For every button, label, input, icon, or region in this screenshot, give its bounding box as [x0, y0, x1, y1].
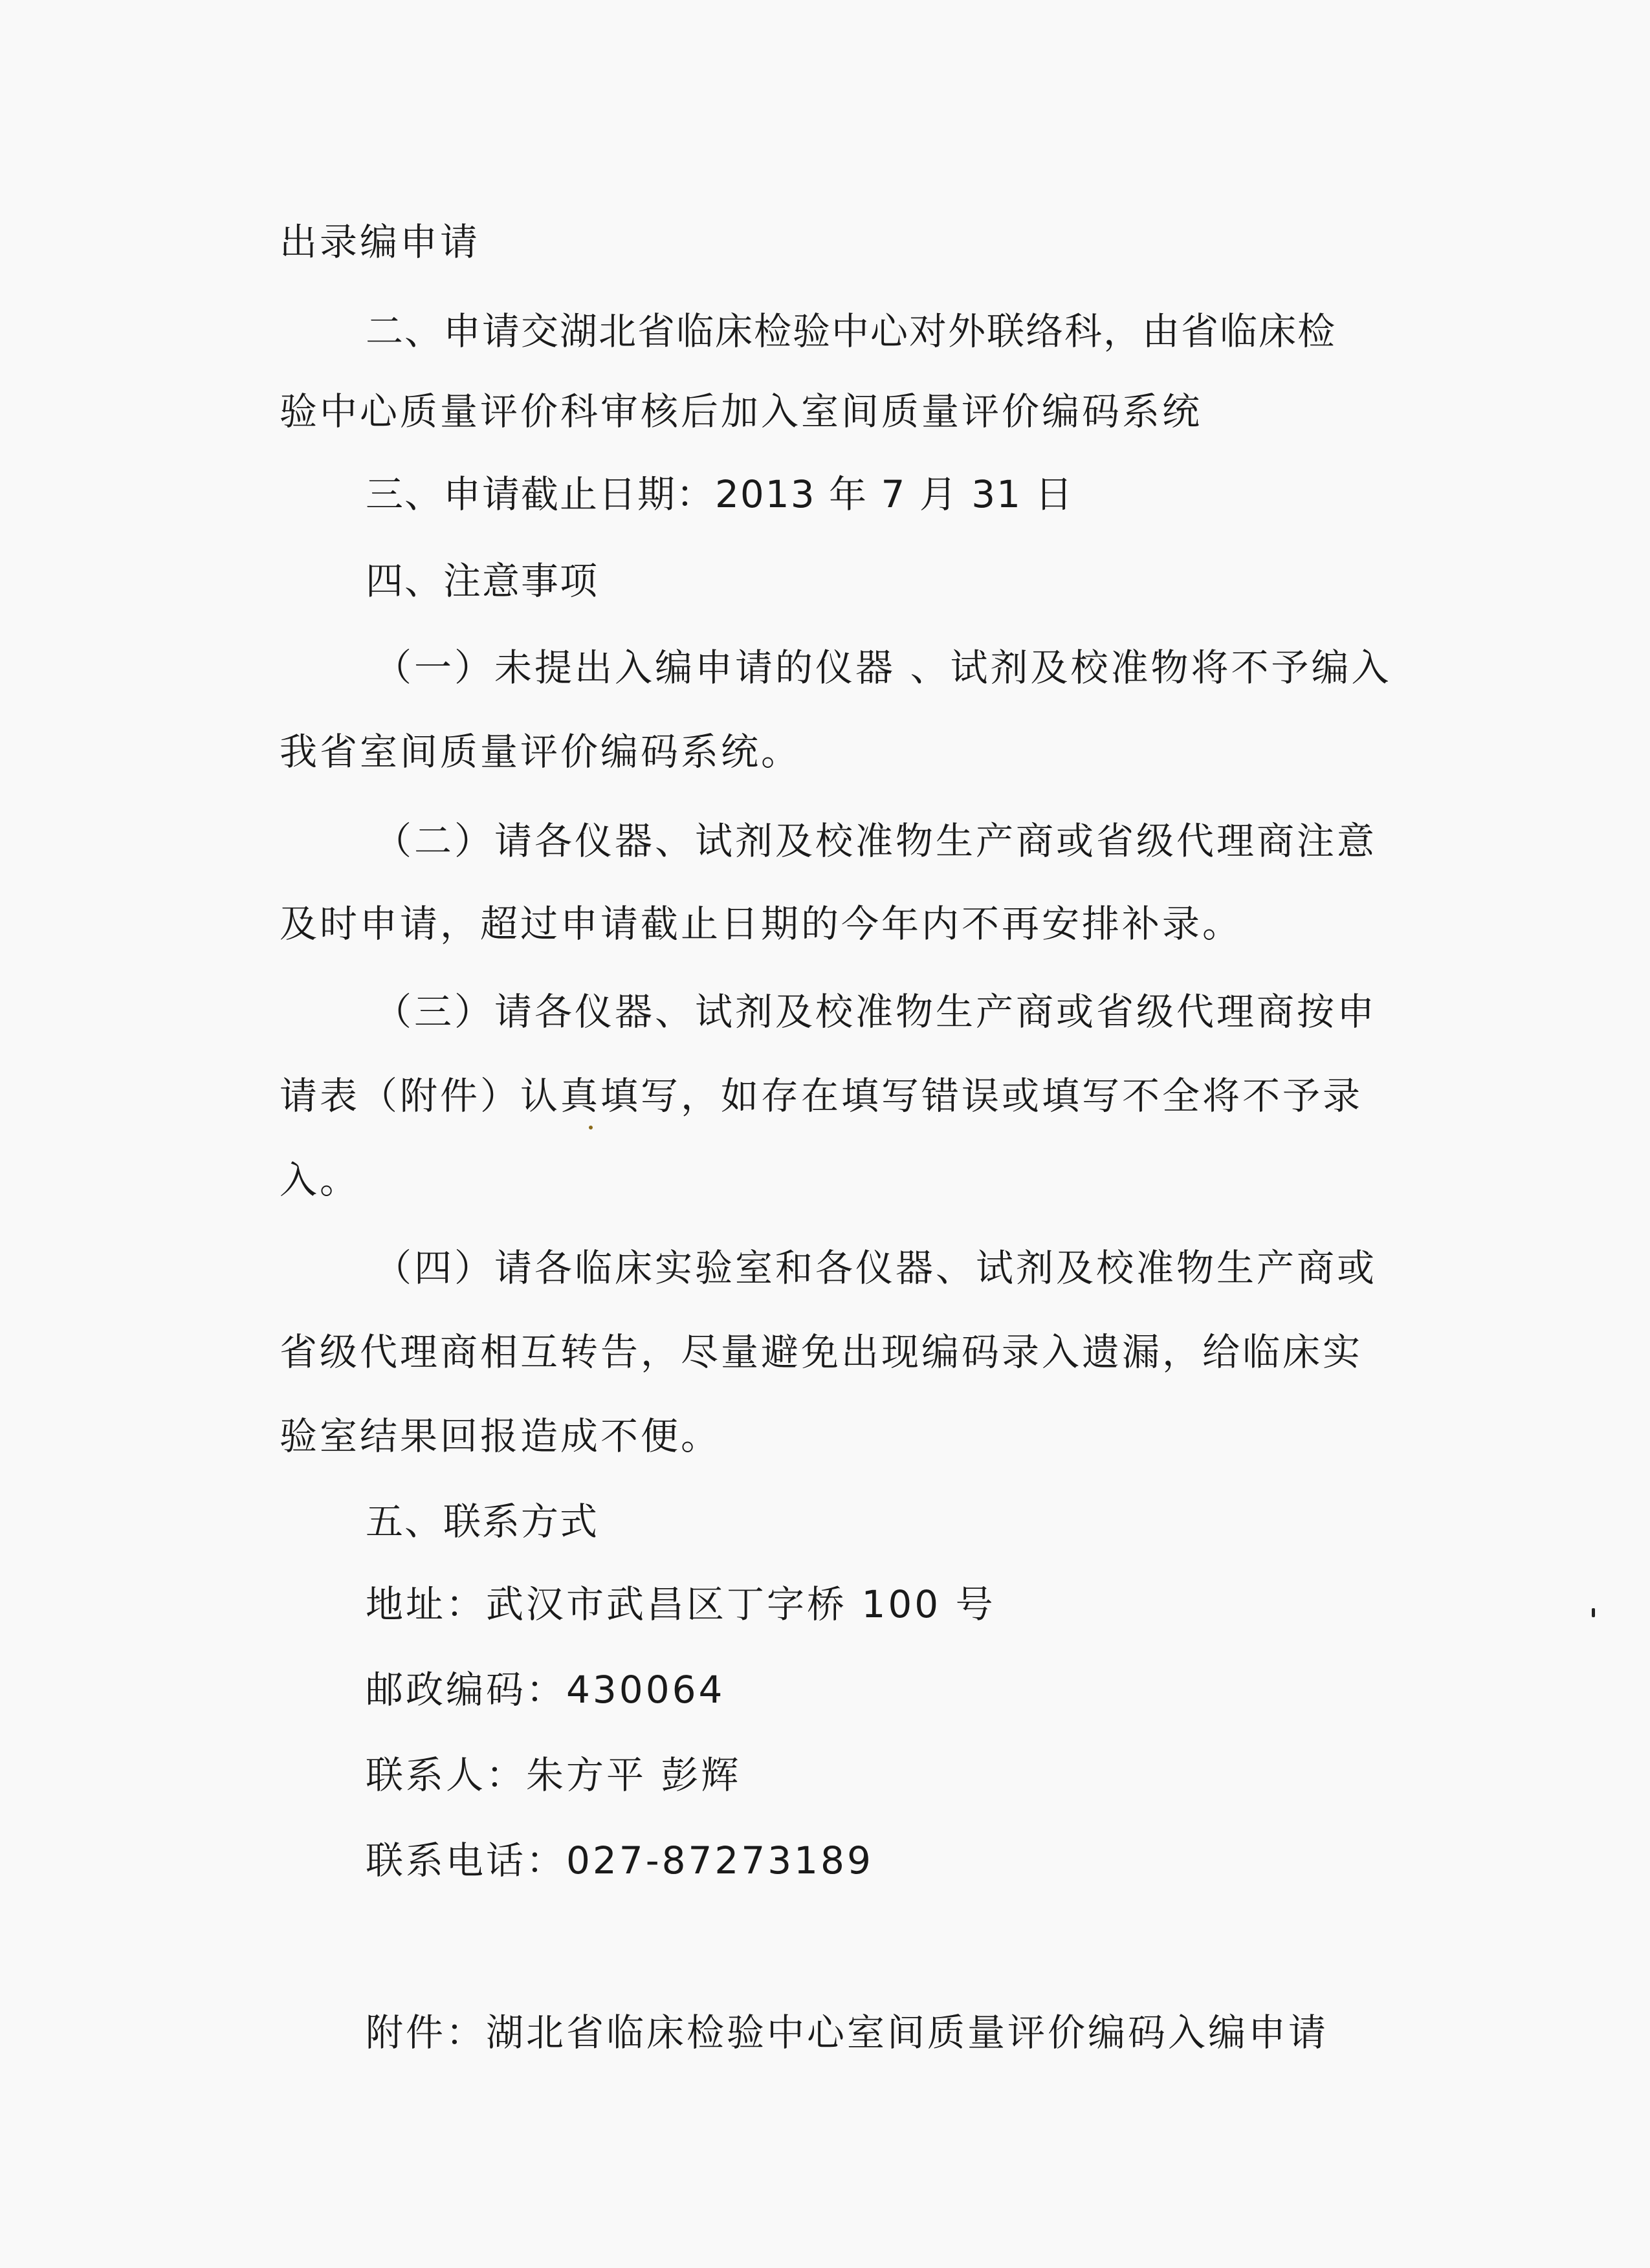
section-heading: 二、申请交湖北省临床检验中心对外联络科，由省临床检 [366, 309, 1337, 353]
text-line: （四）请各临床实验室和各仪器、试剂及校准物生产商或 [374, 1246, 1378, 1290]
contact-phone: 联系电话：027-87273189 [366, 1838, 874, 1882]
section-heading: 四、注意事项 [366, 559, 599, 603]
text-line: 验室结果回报造成不便。 [280, 1414, 721, 1458]
text-line: （二）请各仪器、试剂及校准物生产商或省级代理商注意 [374, 819, 1378, 863]
contact-address: 地址：武汉市武昌区丁字桥 100 号 [366, 1582, 996, 1626]
text-line: 请表（附件）认真填写，如存在填写错误或填写不全将不予录 [280, 1074, 1363, 1118]
text-line: 及时申请，超过申请截止日期的今年内不再安排补录。 [280, 902, 1243, 946]
attachment-note: 附件：湖北省临床检验中心室间质量评价编码入编申请 [366, 2011, 1329, 2055]
text-line: 验中心质量评价科审核后加入室间质量评价编码系统 [280, 389, 1203, 433]
text-line: 我省室间质量评价编码系统。 [280, 730, 802, 774]
contact-postcode: 邮政编码：430064 [366, 1668, 725, 1712]
section-heading: 五、联系方式 [366, 1499, 599, 1543]
scan-speck [1592, 1608, 1595, 1617]
text-line: 入。 [280, 1158, 360, 1202]
scan-mark [589, 1126, 593, 1129]
text-line: 省级代理商相互转告，尽量避免出现编码录入遗漏，给临床实 [280, 1330, 1363, 1374]
text-line: （一）未提出入编申请的仪器 、试剂及校准物将不予编入 [374, 646, 1392, 690]
section-heading: 三、申请截止日期：2013 年 7 月 31 日 [366, 472, 1074, 516]
text-line: （三）请各仪器、试剂及校准物生产商或省级代理商按申 [374, 990, 1378, 1034]
text-line: 出录编申请 [280, 220, 481, 264]
contact-person: 联系人：朱方平 彭辉 [366, 1753, 742, 1797]
